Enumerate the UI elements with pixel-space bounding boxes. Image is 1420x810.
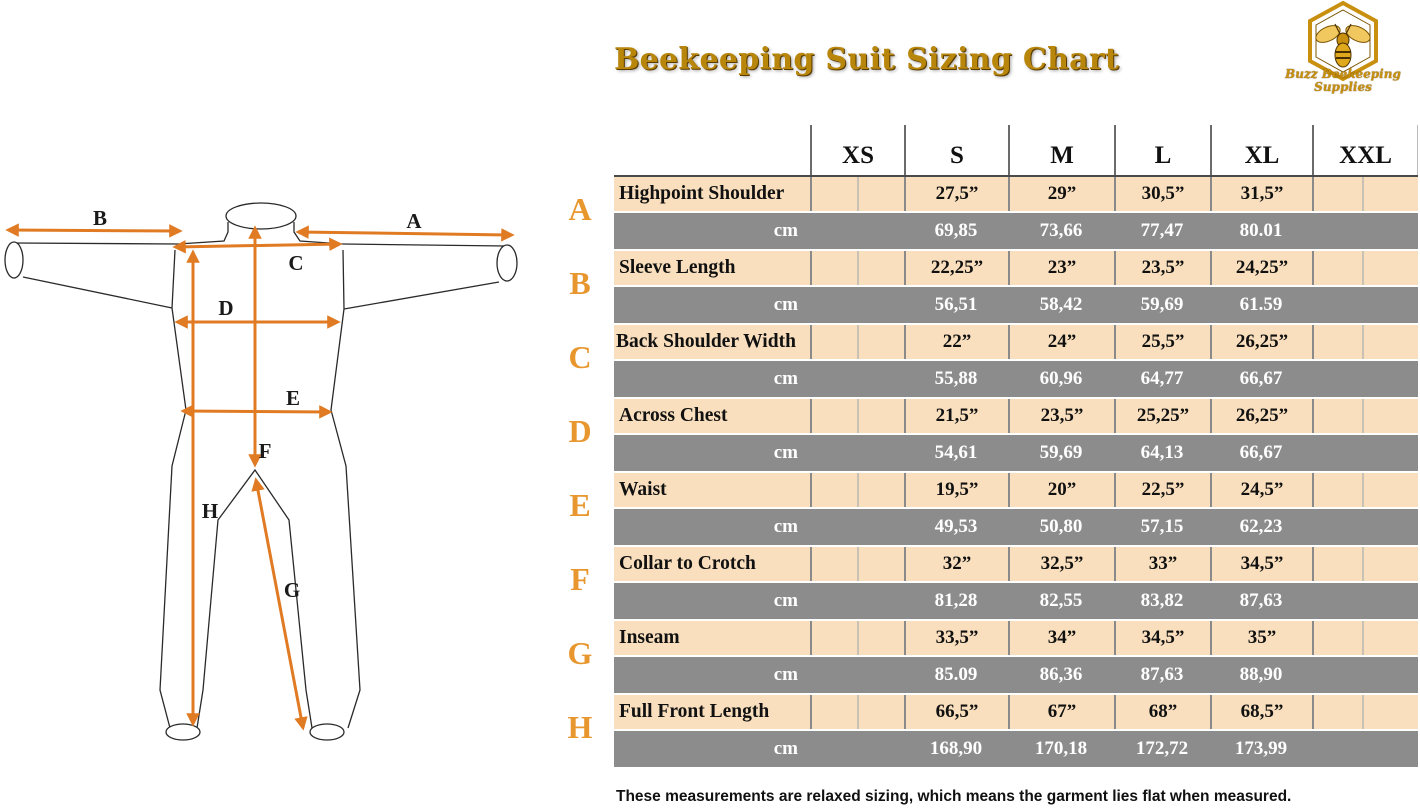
cm-l: 172,72 — [1135, 738, 1189, 759]
cm-xs — [810, 361, 904, 397]
diagram-label-f: F — [258, 439, 272, 463]
value-xs — [810, 695, 904, 729]
value-xs — [810, 621, 904, 655]
measurement-row-inseam — [614, 621, 1418, 657]
cm-xs — [810, 435, 904, 471]
value-xl: 34,5” — [1210, 547, 1312, 581]
cm-xl: 173,99 — [1234, 738, 1288, 759]
size-header-m: M — [1008, 125, 1114, 175]
value-xs — [810, 547, 904, 581]
cm-row-back-shoulder-width — [614, 361, 1418, 399]
value-s: 22,25” — [904, 251, 1008, 285]
cm-m: 58,42 — [1039, 294, 1083, 315]
cm-l: 59,69 — [1140, 294, 1184, 315]
value-m: 20” — [1008, 473, 1114, 507]
value-s: 66,5” — [904, 695, 1008, 729]
value-l: 34,5” — [1114, 621, 1210, 655]
cm-m: 82,55 — [1039, 590, 1083, 611]
cm-xs — [810, 509, 904, 545]
row-letter: A — [568, 191, 592, 227]
cm-xxl — [1312, 361, 1418, 397]
size-header-s: S — [904, 125, 1008, 175]
value-m: 29” — [1008, 177, 1114, 211]
cm-l: 64,13 — [1140, 442, 1184, 463]
cm-l: 87,63 — [1140, 664, 1184, 685]
value-xl: 24,5” — [1210, 473, 1312, 507]
value-m: 34” — [1008, 621, 1114, 655]
value-l: 33” — [1114, 547, 1210, 581]
cm-xs — [810, 213, 904, 249]
measurement-label: Waist — [619, 479, 667, 500]
value-s: 22” — [904, 325, 1008, 359]
diagram-label-c: C — [288, 251, 304, 275]
value-xxl — [1312, 547, 1418, 581]
chart-title: Beekeeping Suit Sizing Chart — [614, 42, 1120, 77]
row-letter: F — [570, 561, 590, 597]
measurement-row-highpoint-shoulder — [614, 177, 1418, 213]
cm-m: 73,66 — [1039, 220, 1083, 241]
value-xl: 24,25” — [1210, 251, 1312, 285]
row-letter: D — [568, 413, 592, 449]
cm-s: 56,51 — [934, 294, 978, 315]
value-xs — [810, 325, 904, 359]
cm-xl: 61.59 — [1239, 294, 1283, 315]
value-l: 68” — [1114, 695, 1210, 729]
cm-m: 170,18 — [1034, 738, 1088, 759]
measurement-row-waist — [614, 473, 1418, 509]
cm-s: 55,88 — [934, 368, 978, 389]
value-m: 23,5” — [1008, 399, 1114, 433]
cm-row-full-front-length — [614, 731, 1418, 769]
measurement-row-collar-to-crotch — [614, 547, 1418, 583]
measurement-label: Back Shoulder Width — [616, 331, 796, 352]
cm-s: 69,85 — [934, 220, 978, 241]
measurement-row-sleeve-length — [614, 251, 1418, 287]
diagram-label-e: E — [285, 386, 301, 410]
measurement-row-full-front-length — [614, 695, 1418, 731]
cm-xs — [810, 731, 904, 767]
unit-label: cm — [773, 590, 798, 611]
value-s: 19,5” — [904, 473, 1008, 507]
unit-label: cm — [773, 516, 798, 537]
cm-xs — [810, 657, 904, 693]
unit-label: cm — [773, 664, 798, 685]
cm-l: 83,82 — [1140, 590, 1184, 611]
suit-outline — [5, 203, 517, 740]
value-xxl — [1312, 177, 1418, 211]
diagram-label-a: A — [406, 209, 422, 233]
value-xl: 26,25” — [1210, 399, 1312, 433]
cm-m: 60,96 — [1039, 368, 1083, 389]
cm-m: 59,69 — [1039, 442, 1083, 463]
logo-line-1: Buzz Beekeeping — [1285, 67, 1401, 81]
value-l: 23,5” — [1114, 251, 1210, 285]
value-l: 30,5” — [1114, 177, 1210, 211]
measurement-label: Sleeve Length — [619, 257, 736, 278]
value-s: 21,5” — [904, 399, 1008, 433]
cm-s: 81,28 — [934, 590, 978, 611]
cm-xl: 66,67 — [1239, 368, 1283, 389]
value-xxl — [1312, 251, 1418, 285]
value-xl: 68,5” — [1210, 695, 1312, 729]
size-header-l: L — [1114, 125, 1210, 175]
unit-label: cm — [773, 738, 798, 759]
diagram-label-d: D — [218, 296, 234, 320]
row-letter: E — [569, 487, 591, 523]
value-xxl — [1312, 325, 1418, 359]
cm-l: 64,77 — [1140, 368, 1184, 389]
cm-s: 49,53 — [934, 516, 978, 537]
unit-label: cm — [773, 442, 798, 463]
value-m: 24” — [1008, 325, 1114, 359]
sizing-footnote: These measurements are relaxed sizing, which means the garment lies flat when measured. — [616, 788, 1292, 805]
cm-row-highpoint-shoulder — [614, 213, 1418, 251]
measurement-row-back-shoulder-width — [614, 325, 1418, 361]
cm-xs — [810, 287, 904, 323]
measurement-label: Highpoint Shoulder — [619, 183, 785, 204]
cm-l: 77,47 — [1140, 220, 1184, 241]
value-s: 32” — [904, 547, 1008, 581]
value-l: 22,5” — [1114, 473, 1210, 507]
cm-row-inseam — [614, 657, 1418, 695]
measurement-row-across-chest — [614, 399, 1418, 435]
cm-row-collar-to-crotch — [614, 583, 1418, 621]
value-xs — [810, 399, 904, 433]
measurement-label: Inseam — [619, 627, 680, 648]
cm-xl: 66,67 — [1239, 442, 1283, 463]
cm-xl: 88,90 — [1239, 664, 1283, 685]
size-header-xs: XS — [810, 125, 904, 175]
cm-xl: 80.01 — [1239, 220, 1283, 241]
diagram-label-g: G — [283, 578, 301, 602]
diagram-label-h: H — [201, 499, 219, 523]
cm-xxl — [1312, 657, 1418, 693]
value-xs — [810, 251, 904, 285]
row-letter: G — [567, 635, 593, 671]
cm-row-sleeve-length — [614, 287, 1418, 325]
value-l: 25,5” — [1114, 325, 1210, 359]
size-header-row — [614, 125, 1418, 175]
cm-xxl — [1312, 731, 1418, 767]
cm-s: 168,90 — [929, 738, 983, 759]
size-header-xl: XL — [1210, 125, 1312, 175]
suit-measurement-diagram — [0, 0, 560, 760]
row-letter-column — [560, 174, 600, 766]
value-s: 33,5” — [904, 621, 1008, 655]
value-m: 23” — [1008, 251, 1114, 285]
size-header-xxl: XXL — [1312, 125, 1418, 175]
cm-s: 54,61 — [934, 442, 978, 463]
value-xl: 35” — [1210, 621, 1312, 655]
cm-s: 85.09 — [934, 664, 978, 685]
cm-xs — [810, 583, 904, 619]
cm-xxl — [1312, 583, 1418, 619]
cm-xxl — [1312, 509, 1418, 545]
brand-logo — [1270, 0, 1416, 104]
row-letter: B — [569, 265, 591, 301]
cm-xxl — [1312, 287, 1418, 323]
logo-text — [1270, 68, 1416, 94]
row-letter: H — [567, 709, 593, 745]
value-xxl — [1312, 473, 1418, 507]
value-xxl — [1312, 399, 1418, 433]
value-xs — [810, 473, 904, 507]
logo-line-2: Supplies — [1314, 80, 1372, 94]
cm-m: 50,80 — [1039, 516, 1083, 537]
unit-label: cm — [773, 220, 798, 241]
cm-m: 86,36 — [1039, 664, 1083, 685]
value-l: 25,25” — [1114, 399, 1210, 433]
unit-label: cm — [773, 294, 798, 315]
value-xs — [810, 177, 904, 211]
cm-xl: 87,63 — [1239, 590, 1283, 611]
measurement-label: Across Chest — [619, 405, 728, 426]
cm-row-across-chest — [614, 435, 1418, 473]
unit-label: cm — [773, 368, 798, 389]
value-xl: 31,5” — [1210, 177, 1312, 211]
row-letter: C — [568, 339, 592, 375]
value-m: 67” — [1008, 695, 1114, 729]
measurement-labels — [93, 206, 422, 602]
cm-row-waist — [614, 509, 1418, 547]
measurement-label: Full Front Length — [619, 701, 770, 722]
cm-l: 57,15 — [1140, 516, 1184, 537]
cm-xl: 62,23 — [1239, 516, 1283, 537]
value-xxl — [1312, 621, 1418, 655]
measurement-label: Collar to Crotch — [619, 553, 756, 574]
cm-xxl — [1312, 435, 1418, 471]
value-xl: 26,25” — [1210, 325, 1312, 359]
value-m: 32,5” — [1008, 547, 1114, 581]
sizing-table — [614, 125, 1418, 769]
cm-xxl — [1312, 213, 1418, 249]
diagram-label-b: B — [92, 206, 108, 230]
value-xxl — [1312, 695, 1418, 729]
header-corner — [614, 125, 810, 175]
value-s: 27,5” — [904, 177, 1008, 211]
